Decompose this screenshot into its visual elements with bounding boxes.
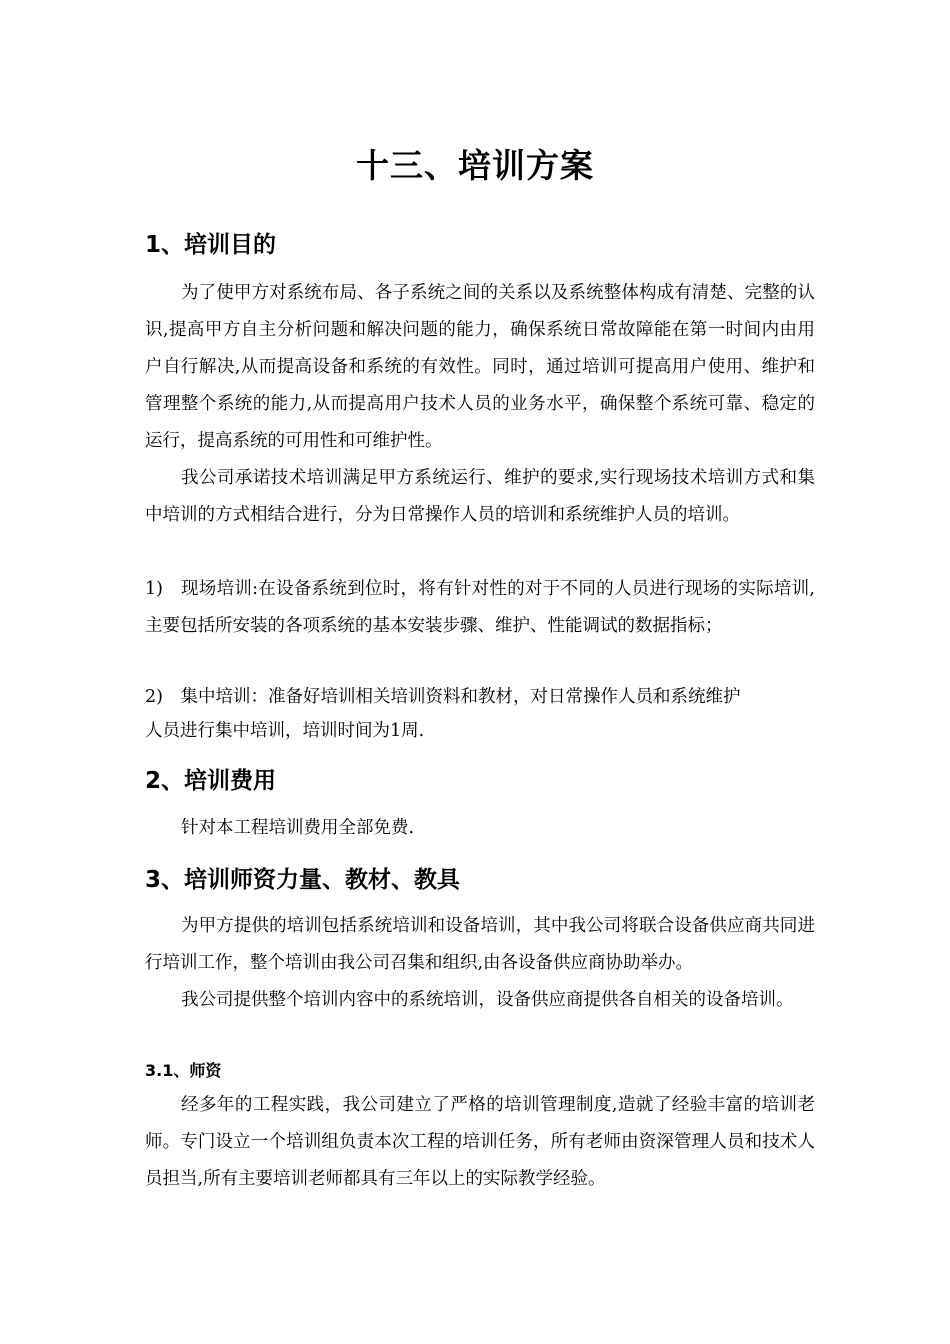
section-heading-training-resources: 3、培训师资力量、教材、教具 xyxy=(145,867,461,893)
subsection-heading-instructors: 3.1、师资 xyxy=(145,1061,222,1080)
paragraph-system-training: 我公司提供整个培训内容中的系统培训，设备供应商提供各自相关的设备培训。 xyxy=(181,990,794,1010)
paragraph-training-purpose: 为了使甲方对系统布局、各子系统之间的关系以及系统整体构成有清楚、完整的认识,提高甲方自主分析问题和解决问题的能力，确保系统日常故障能在第一时间内由用户自行解决,从而提高设备和系统的有效性。同时，通过培训可提高用户使用、维护和管理整个系统的能力,从而提高用户技术人员的业务水平，确保整个系统可靠、稳定的运行，提高系统的可用性和可维护性。 xyxy=(145,283,815,451)
paragraph-training-cost: 针对本工程培训费用全部免费. xyxy=(181,818,415,838)
list-item-centralized-training-line1: 2) 集中培训：准备好培训相关培训资料和教材，对日常操作人员和系统维护 xyxy=(145,687,741,707)
section-heading-training-purpose: 1、培训目的 xyxy=(145,232,277,258)
list-item-centralized-training-line2: 人员进行集中培训，培训时间为1周. xyxy=(145,721,425,741)
paragraph-training-scope: 为甲方提供的培训包括系统培训和设备培训，其中我公司将联合设备供应商共同进行培训工作，整个培训由我公司召集和组织,由各设备供应商协助举办。 xyxy=(145,916,815,973)
paragraph-instructors: 经多年的工程实践，我公司建立了严格的培训管理制度,造就了经验丰富的培训老师。专门设立一个培训组负责本次工程的培训任务，所有老师由资深管理人员和技术人员担当,所有主要培训老师都具有三年以上的实际教学经验。 xyxy=(145,1095,815,1189)
section-heading-training-cost: 2、培训费用 xyxy=(145,768,277,794)
page-title: 十三、培训方案 xyxy=(356,146,594,185)
paragraph-training-commitment: 我公司承诺技术培训满足甲方系统运行、维护的要求,实行现场技术培训方式和集中培训的方式相结合进行，分为日常操作人员的培训和系统维护人员的培训。 xyxy=(145,468,815,525)
list-item-onsite-training: 1) 现场培训:在设备系统到位时，将有针对性的对于不同的人员进行现场的实际培训,主要包括所安装的各项系统的基本安装步骤、维护、性能调试的数据指标； xyxy=(145,579,815,636)
